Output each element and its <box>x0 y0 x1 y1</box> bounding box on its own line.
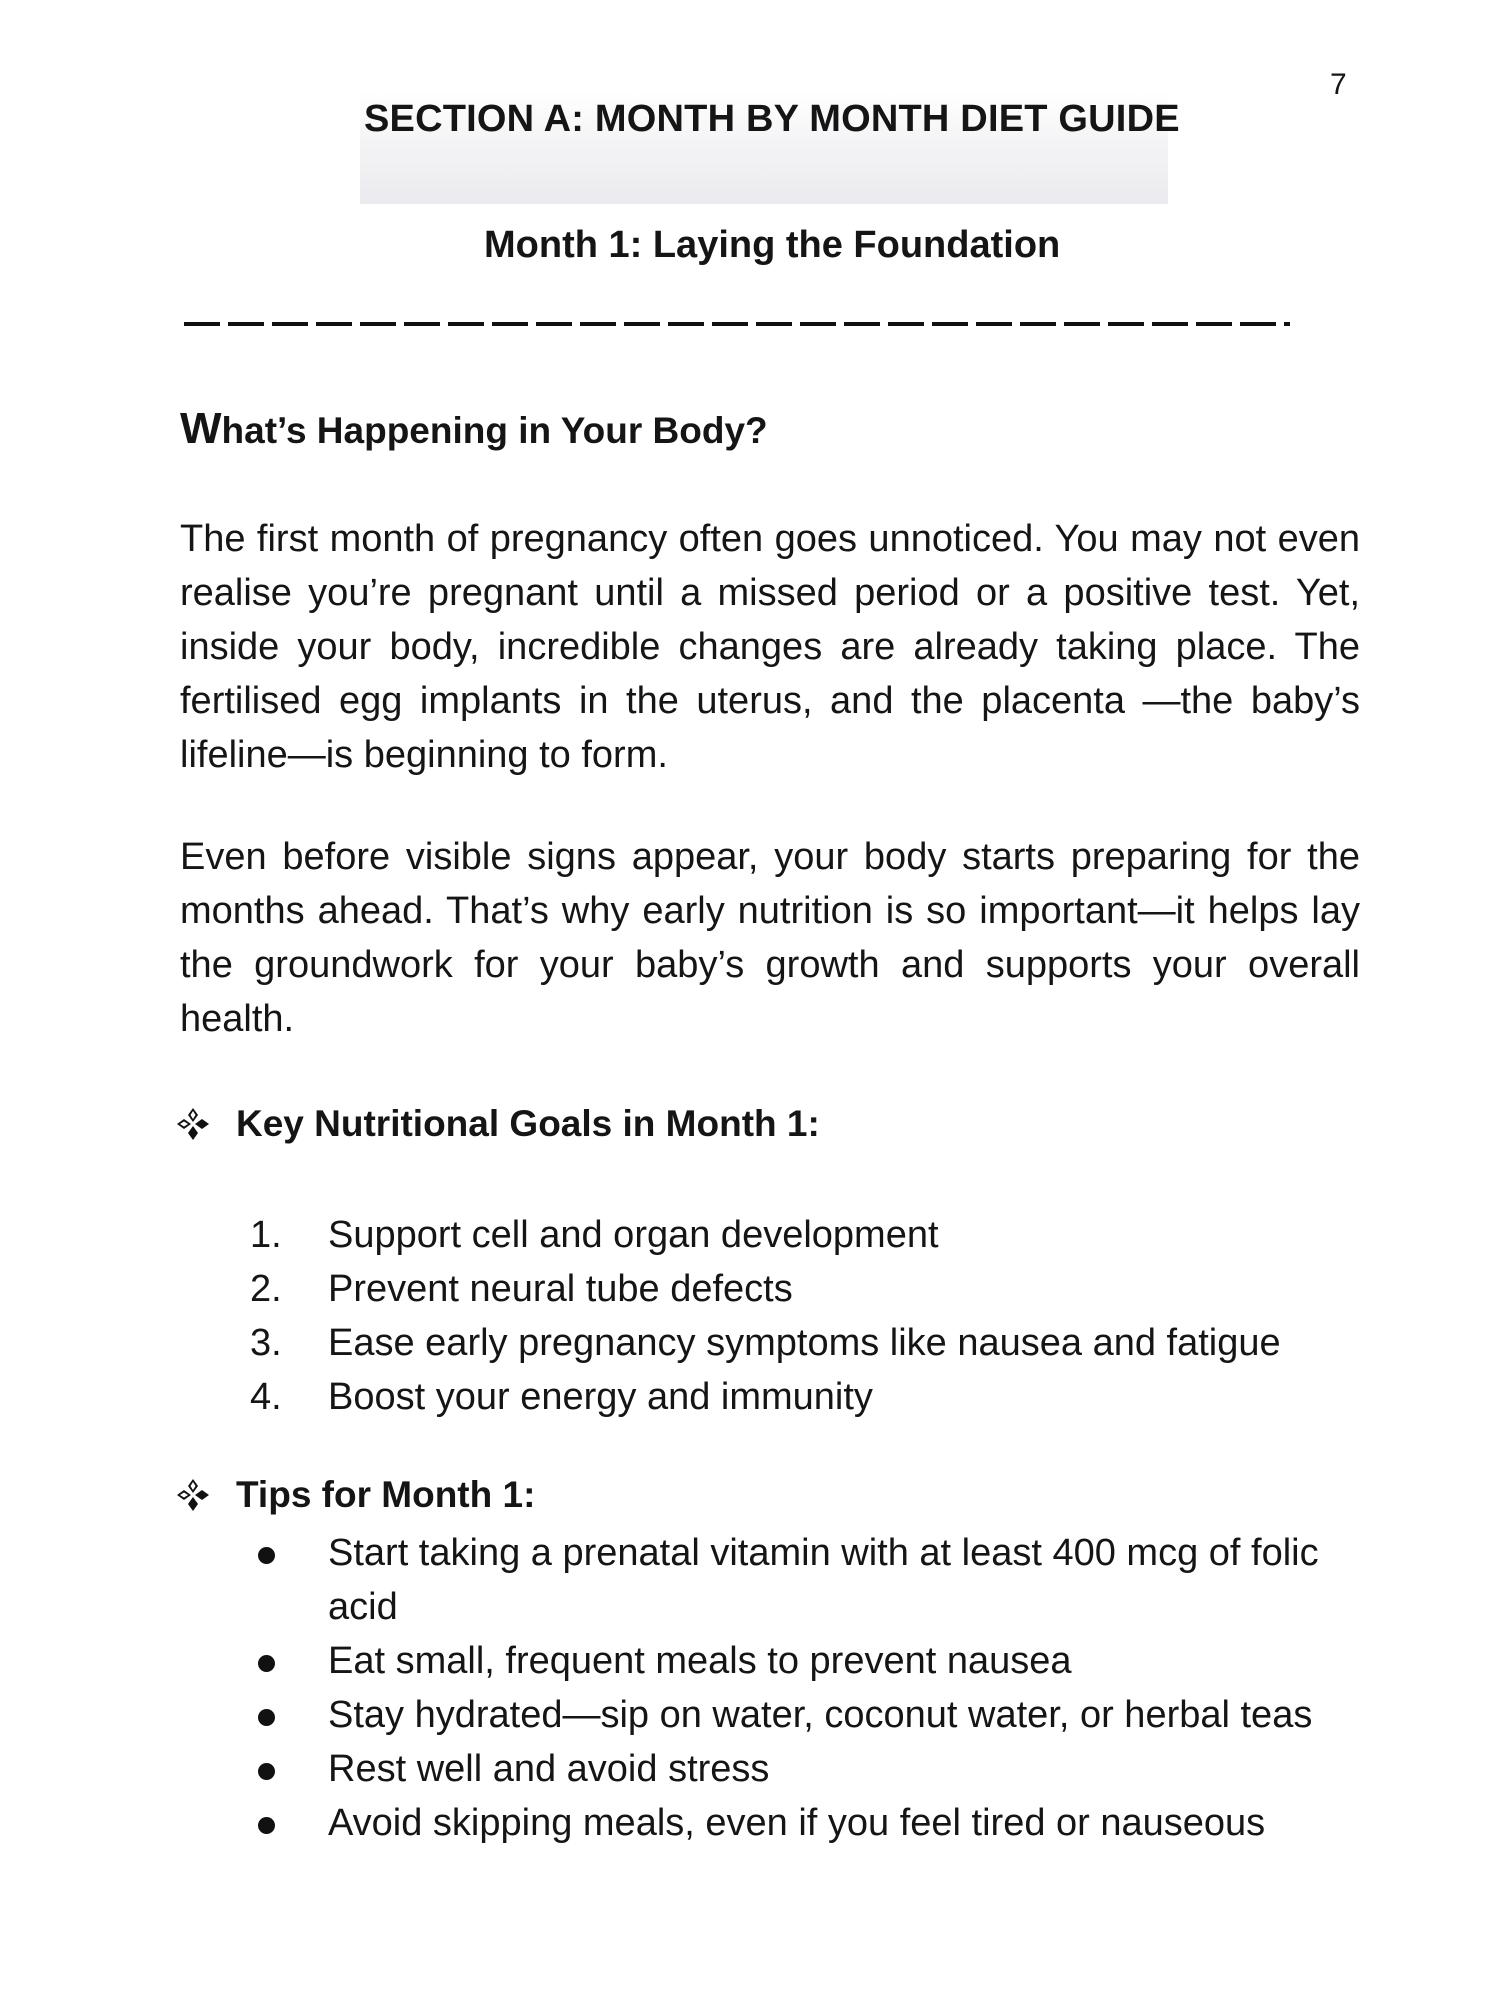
goals-list <box>250 1208 1360 1424</box>
list-item-text: Start taking a prenatal vitamin with at least 400 mcg of folic acid <box>328 1532 1319 1628</box>
body-heading <box>180 404 768 454</box>
list-item <box>250 1688 1360 1742</box>
dashed-divider <box>184 322 1290 326</box>
list-item-text: Support cell and organ development <box>328 1214 939 1256</box>
list-item <box>250 1208 1360 1262</box>
paragraph-intro: The first month of pregnancy often goes unnoticed. You may not even realise you’re pregnant until a missed period or a positive test. Yet, inside your body, incredible changes are already taking place. The fertilised egg implants in the uterus, and the placenta —the baby’s lifeline—is beginning to form. <box>180 518 1360 776</box>
list-number: 2. <box>250 1268 282 1310</box>
list-number: 3. <box>250 1322 282 1364</box>
diamond-cluster-icon <box>176 1107 210 1141</box>
bullet-icon <box>250 1796 328 1850</box>
goals-heading-text: Key Nutritional Goals in Month 1: <box>236 1103 820 1144</box>
list-item <box>250 1316 1360 1370</box>
tips-heading <box>176 1474 535 1516</box>
list-item-text: Rest well and avoid stress <box>328 1748 770 1790</box>
month-title: Month 1: Laying the Foundation <box>484 224 1061 266</box>
bullet-icon <box>250 1688 328 1742</box>
tips-heading-text: Tips for Month 1: <box>236 1474 536 1515</box>
list-item <box>250 1796 1360 1850</box>
list-item <box>250 1370 1360 1424</box>
bullet-icon <box>250 1742 328 1796</box>
tips-list <box>250 1526 1360 1850</box>
section-title: SECTION A: MONTH BY MONTH DIET GUIDE <box>364 98 1180 140</box>
body-heading-text: hat’s Happening in Your Body? <box>221 410 768 451</box>
list-item <box>250 1742 1360 1796</box>
list-item-text: Boost your energy and immunity <box>328 1376 873 1418</box>
list-item-text: Eat small, frequent meals to prevent nausea <box>328 1640 1072 1682</box>
list-item-text: Stay hydrated—sip on water, coconut water, or herbal teas <box>328 1694 1313 1736</box>
goals-heading <box>176 1103 820 1145</box>
paragraph-nutrition: Even before visible signs appear, your body starts preparing for the months ahead. That’s why early nutrition is so important—it helps lay the groundwork for your baby’s growth and supports your overall health. <box>180 836 1360 1040</box>
list-item-text: Avoid skipping meals, even if you feel tired or nauseous <box>328 1802 1266 1844</box>
diamond-cluster-icon <box>176 1478 210 1512</box>
list-item-text: Prevent neural tube defects <box>328 1268 793 1310</box>
bullet-icon <box>250 1634 328 1688</box>
list-item <box>250 1634 1360 1688</box>
list-item <box>250 1526 1360 1634</box>
list-number: 1. <box>250 1214 282 1256</box>
bullet-icon <box>250 1526 328 1580</box>
list-number: 4. <box>250 1376 282 1418</box>
list-item <box>250 1262 1360 1316</box>
list-item-text: Ease early pregnancy symptoms like nausea and fatigue <box>328 1322 1281 1364</box>
page-number: 7 <box>1330 68 1347 101</box>
body-heading-initial: W <box>180 404 222 453</box>
